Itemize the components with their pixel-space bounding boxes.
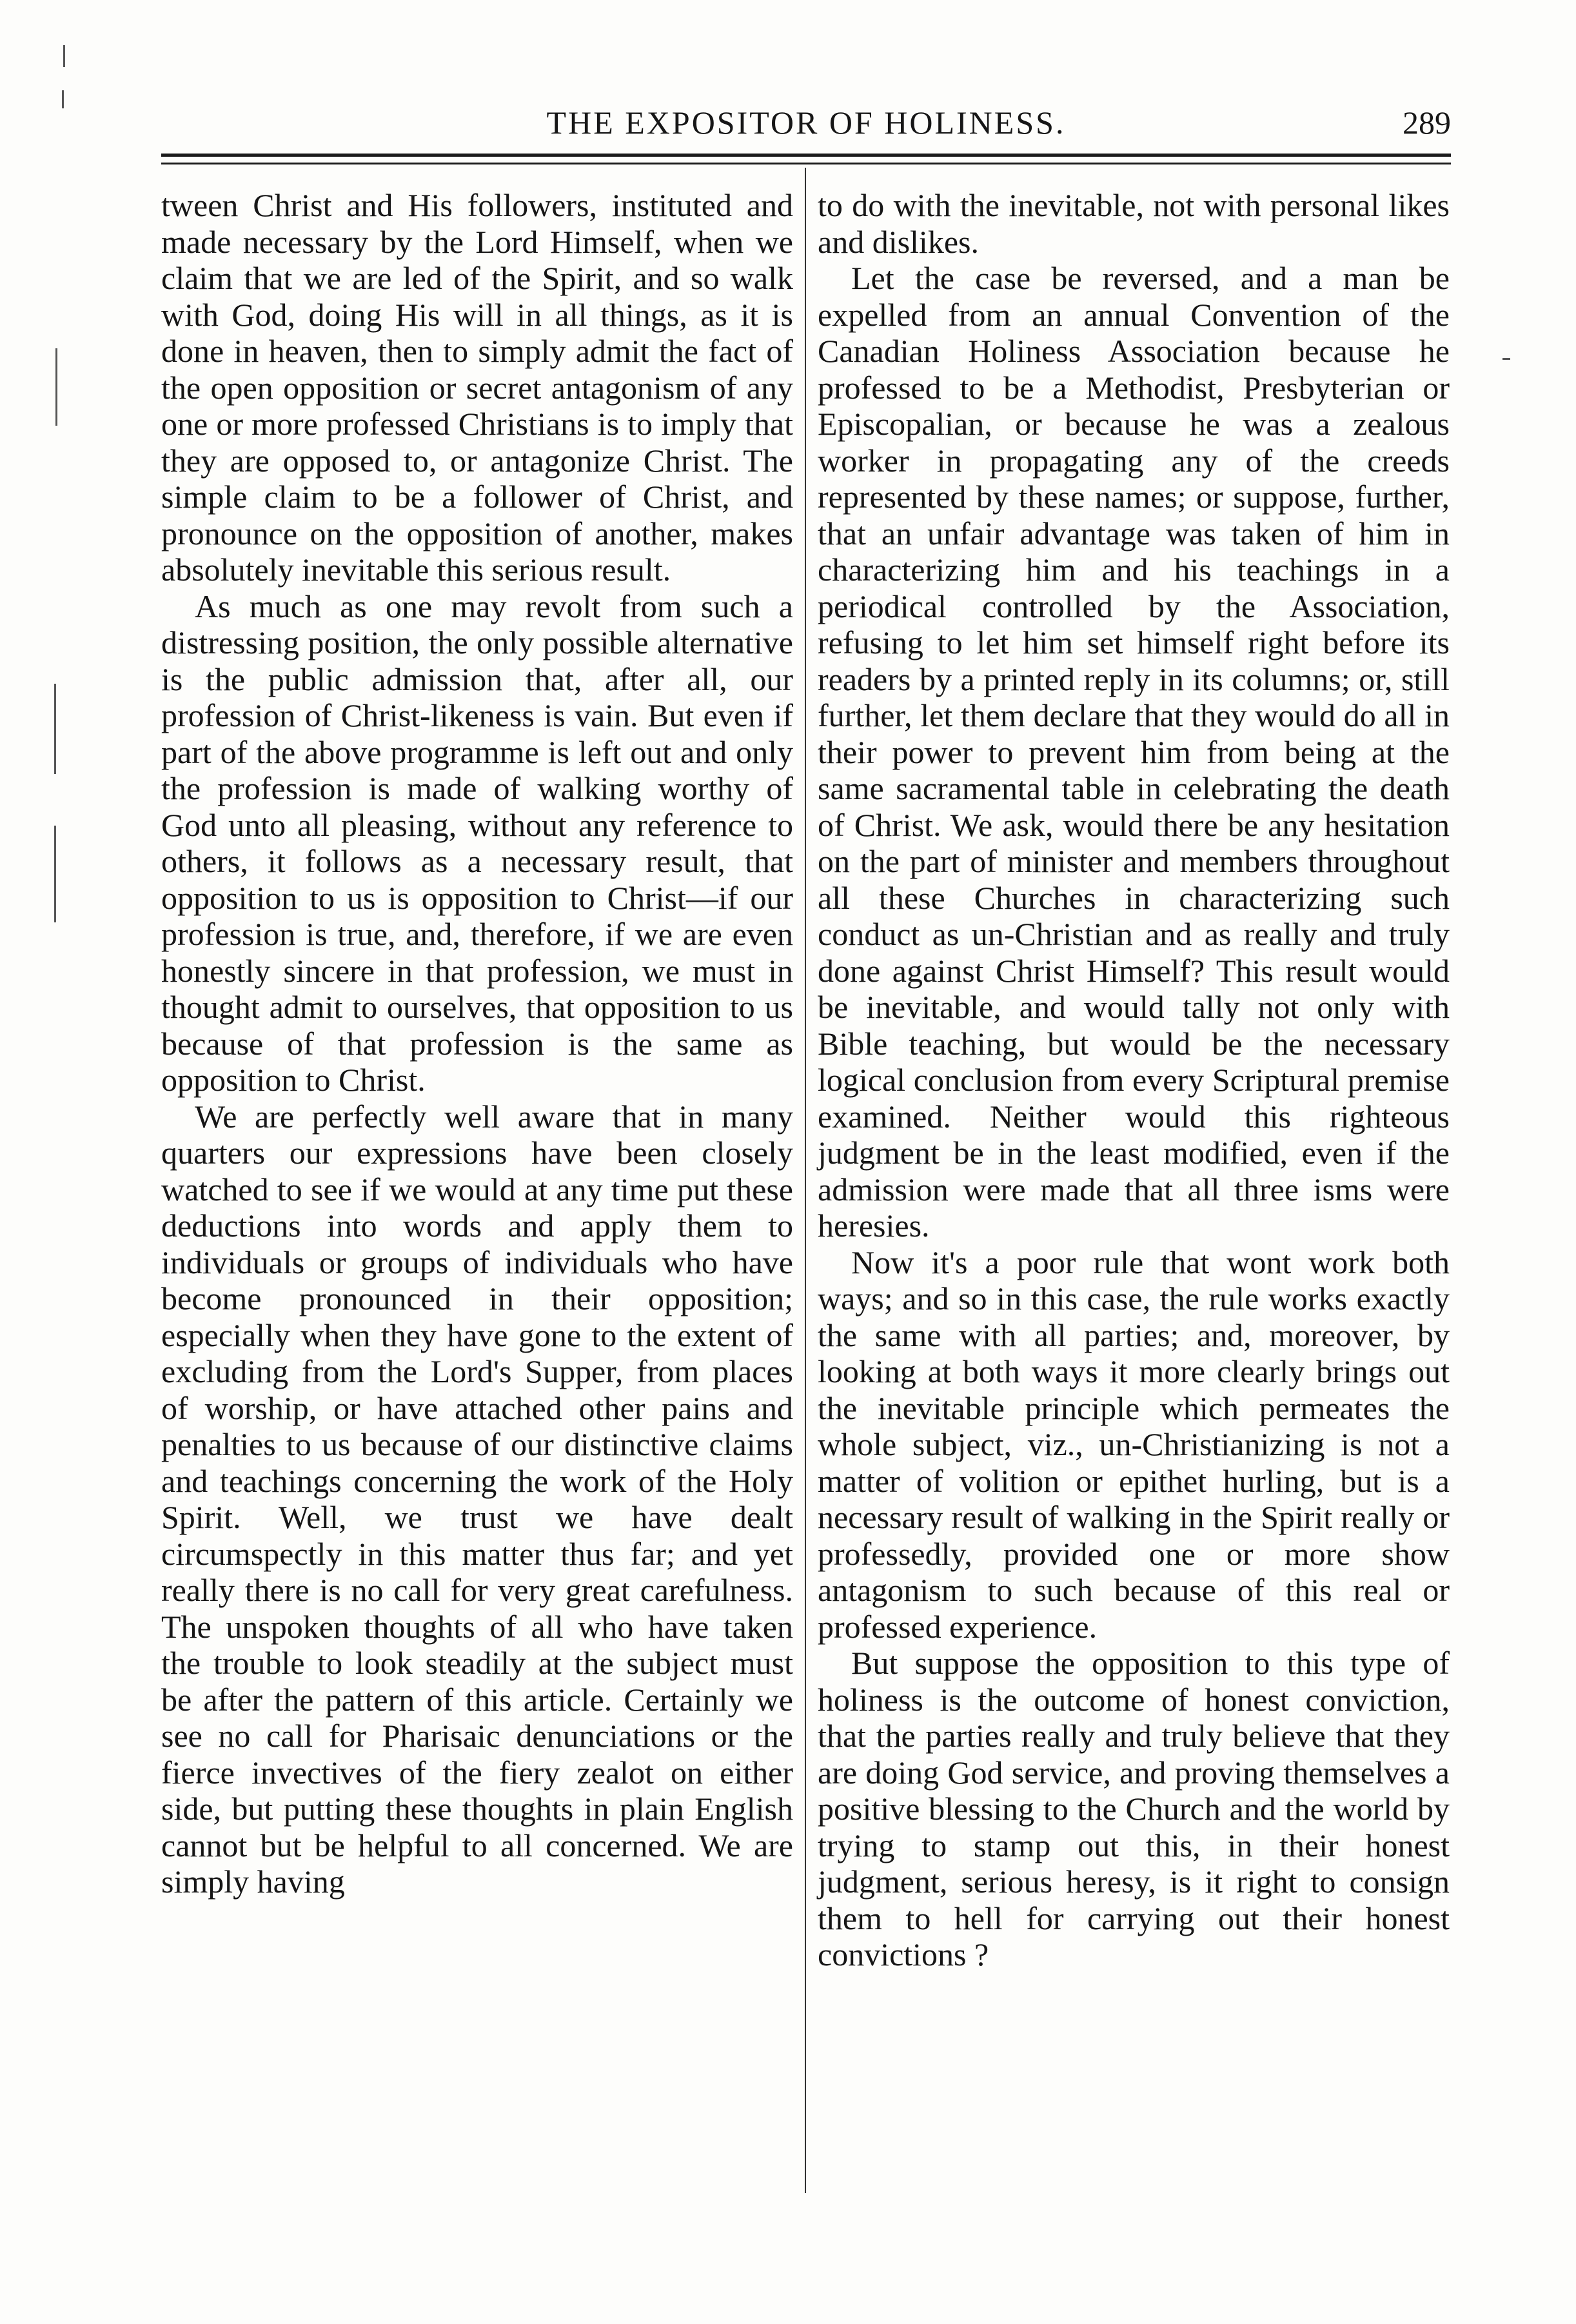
- page-number: 289: [1403, 104, 1451, 141]
- running-title: THE EXPOSITOR OF HOLINESS.: [546, 104, 1066, 141]
- right-column: [818, 187, 1450, 1973]
- margin-mark: [54, 684, 56, 774]
- paragraph: to do with the inevitable, not with personal likes and dislikes.: [818, 187, 1450, 260]
- margin-mark: [1502, 358, 1510, 360]
- header-rule-thin: [161, 163, 1451, 164]
- header-rule-thick: [161, 154, 1451, 157]
- paragraph: But suppose the opposition to this type of holiness is the outcome of honest conviction, that the parties really and truly believe that they are doing God service, and proving themselves a positive blessing to the Church and the world by trying to stamp out this, in their honest judgment, serious heresy, is it right to consign them to hell for carrying out their honest convictions ?: [818, 1645, 1450, 1972]
- column-divider: [805, 168, 806, 2193]
- margin-mark: [55, 348, 57, 426]
- margin-mark: [54, 826, 56, 922]
- left-column: [161, 187, 793, 1900]
- paragraph: As much as one may revolt from such a distressing position, the only possible alternative is the public admission that, after all, our profession of Christ-likeness is vain. But even if part of the above programme is left out and only the profession is made of walking worthy of God unto all pleasing, without any reference to others, it follows as a necessary result, that opposition to us is opposition to Christ—if our profession is true, and, therefore, if we are even honestly sincere in that profession, we must in thought admit to ourselves, that opposition to us because of that profession is the same as opposition to Christ.: [161, 588, 793, 1098]
- running-head: [161, 97, 1451, 148]
- paragraph: We are perfectly well aware that in many quarters our expressions have been closely watched to see if we would at any time put these deductions into words and apply them to individuals or groups of individuals who have become pronounced in their opposition; especially when they have gone to the extent of excluding from the Lord's Supper, from places of worship, or have attached other pains and penalties to us because of our distinctive claims and teachings concerning the work of the Holy Spirit. Well, we trust we have dealt circumspectly in this matter thus far; and yet really there is no call for very great carefulness. The unspoken thoughts of all who have taken the trouble to look steadily at the subject must be after the pattern of this article. Certainly we see no call for Pharisaic denunciations or the fierce invectives of the fiery zealot on either side, but putting these thoughts in plain English cannot but be helpful to all concerned. We are simply having: [161, 1098, 793, 1900]
- paragraph: tween Christ and His followers, instituted and made necessary by the Lord Himself, when we claim that we are led of the Spirit, and so walk with God, doing His will in all things, as it is done in heaven, then to simply admit the fact of the open opposition or secret antagonism of any one or more professed Christians is to imply that they are opposed to, or antagonize Christ. The simple claim to be a follower of Christ, and pronounce on the opposition of another, makes absolutely inevitable this serious result.: [161, 187, 793, 588]
- paragraph: Now it's a poor rule that wont work both ways; and so in this case, the rule works exactly the same with all parties; and, moreover, by looking at both ways it more clearly brings out the inevitable principle which permeates the whole subject, viz., un-Christianizing is not a matter of volition or epithet hurling, but is a necessary result of walking in the Spirit really or professedly, provided one or more show antagonism to such because of this real or professed experience.: [818, 1244, 1450, 1645]
- paragraph: Let the case be reversed, and a man be expelled from an annual Convention of the Canadian Holiness Association because he professed to be a Methodist, Presbyterian or Episcopalian, or because he was a zealous worker in propagating any of the creeds represented by these names; or suppose, further, that an unfair advantage was taken of him in characterizing him and his teachings in a periodical controlled by the Association, refusing to let him set himself right before its readers by a printed reply in its columns; or, still further, let them declare that they would do all in their power to prevent him from being at the same sacramental table in celebrating the death of Christ. We ask, would there be any hesitation on the part of minister and members throughout all these Churches in characterizing such conduct as un-Christian and as really and truly done against Christ Himself? This result would be inevitable, and would tally not only with Bible teaching, but would be the necessary logical conclusion from every Scriptural premise examined. Neither would this righteous judgment be in the least modified, even if the admission were made that all three isms were heresies.: [818, 260, 1450, 1244]
- margin-mark: [62, 90, 64, 108]
- margin-mark: [63, 45, 65, 67]
